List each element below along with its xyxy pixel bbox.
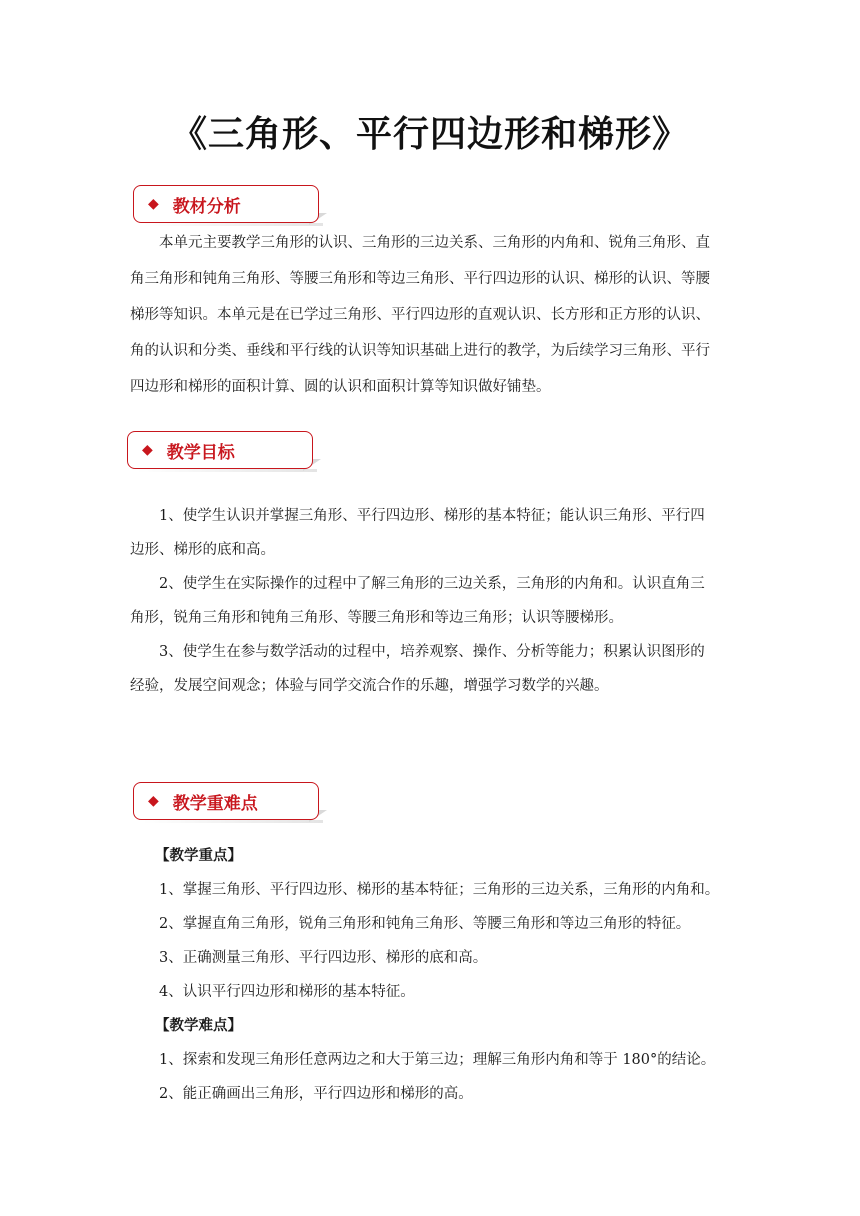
goal-line: 边形、梯形的底和高。 [130, 542, 275, 558]
section-header-keypoints [133, 782, 333, 822]
goal-line: 经验，发展空间观念；体验与同学交流合作的乐趣，增强学习数学的兴趣。 [130, 678, 609, 694]
focus-item: 2、掌握直角三角形，锐角三角形和钝角三角形、等腰三角形和等边三角形的特征。 [159, 916, 691, 932]
section-label-box [133, 782, 319, 820]
diamond-icon: ◆ [142, 442, 153, 458]
goal-line: 1、使学生认识并掌握三角形、平行四边形、梯形的基本特征；能认识三角形、平行四 [159, 508, 705, 524]
header-shadow [137, 469, 317, 472]
focus-item: 4、认识平行四边形和梯形的基本特征。 [159, 984, 415, 1000]
section-header-goals [127, 431, 327, 471]
difficulty-item: 2、能正确画出三角形，平行四边形和梯形的高。 [159, 1086, 473, 1102]
section-label: 教学目标 [166, 442, 235, 463]
section-label-box [133, 185, 319, 223]
paragraph-line: 四边形和梯形的面积计算、圆的认识和面积计算等知识做好铺垫。 [130, 379, 551, 395]
header-shadow [143, 820, 323, 823]
diamond-icon: ◆ [148, 793, 159, 809]
focus-item: 3、正确测量三角形、平行四边形、梯形的底和高。 [159, 950, 488, 966]
paragraph-line: 梯形等知识。本单元是在已学过三角形、平行四边形的直观认识、长方形和正方形的认识、 [130, 307, 710, 323]
section-header-analysis [133, 185, 333, 225]
goal-line: 3、使学生在参与数学活动的过程中，培养观察、操作、分析等能力；积累认识图形的 [159, 644, 705, 660]
page-title: 《三角形、平行四边形和梯形》 [170, 114, 689, 155]
paragraph-line: 本单元主要教学三角形的认识、三角形的三边关系、三角形的内角和、锐角三角形、直 [159, 235, 710, 251]
section-label-box [127, 431, 313, 469]
difficulty-item: 1、探索和发现三角形任意两边之和大于第三边；理解三角形内角和等于 180°的结论。 [159, 1052, 716, 1068]
diamond-icon: ◆ [148, 196, 159, 212]
paragraph-line: 角的认识和分类、垂线和平行线的认识等知识基础上进行的教学，为后续学习三角形、平行 [130, 343, 710, 359]
difficulty-heading: 【教学难点】 [155, 1018, 242, 1034]
focus-heading: 【教学重点】 [155, 848, 242, 864]
section-label: 教学重难点 [172, 793, 258, 814]
goal-line: 2、使学生在实际操作的过程中了解三角形的三边关系，三角形的内角和。认识直角三 [159, 576, 705, 592]
focus-item: 1、掌握三角形、平行四边形、梯形的基本特征；三角形的三边关系，三角形的内角和。 [159, 882, 720, 898]
goal-line: 角形，锐角三角形和钝角三角形、等腰三角形和等边三角形；认识等腰梯形。 [130, 610, 623, 626]
section-label: 教材分析 [172, 196, 241, 217]
paragraph-line: 角三角形和钝角三角形、等腰三角形和等边三角形、平行四边形的认识、梯形的认识、等腰 [130, 271, 710, 287]
